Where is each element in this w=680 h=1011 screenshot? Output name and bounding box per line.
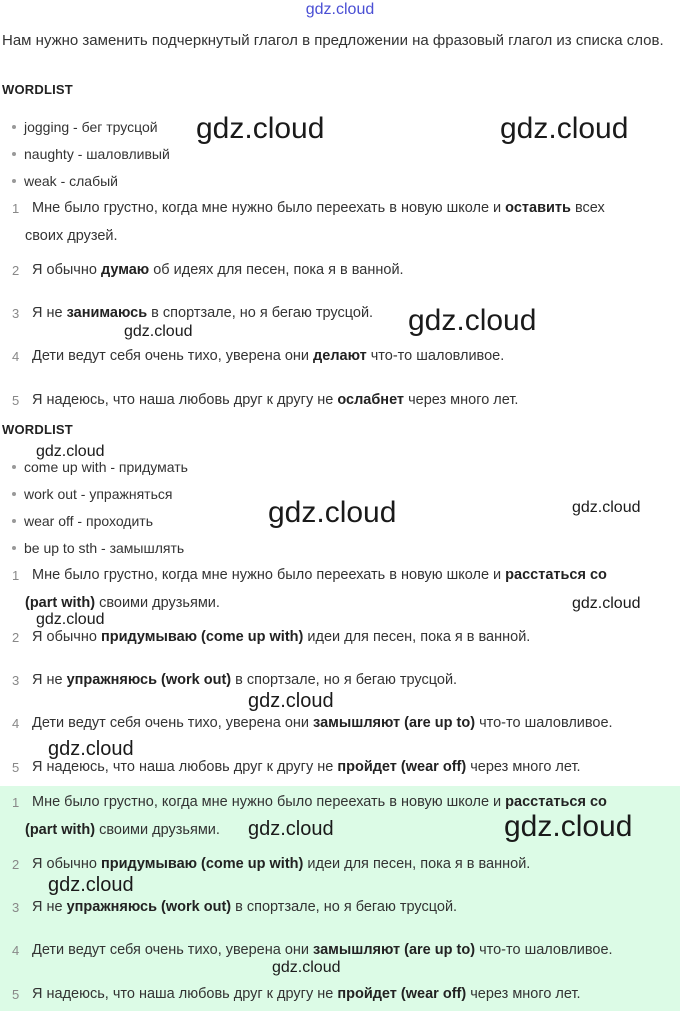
- sentence-continued: (part with) своими друзьями.: [25, 595, 220, 611]
- watermark: gdz.cloud: [572, 595, 641, 612]
- item-number: 3: [12, 306, 20, 321]
- sentence-continued: (part with) своими друзьями.: [25, 822, 220, 838]
- list-item: naughty - шаловливый: [12, 146, 170, 162]
- list-item: work out - упражняться: [12, 486, 172, 502]
- sentence: Я не упражняюсь (work out) в спортзале, но я бегаю трусцой.: [32, 672, 458, 688]
- watermark: gdz.cloud: [408, 304, 537, 337]
- sentence: Я надеюсь, что наша любовь друг к другу не ослабнет через много лет.: [32, 392, 519, 408]
- watermark: gdz.cloud: [572, 499, 641, 516]
- list-item: wear off - проходить: [12, 513, 153, 529]
- watermark: gdz.cloud: [124, 323, 193, 340]
- list-item: be up to sth - замышлять: [12, 540, 184, 556]
- list-item: jogging - бег трусцой: [12, 119, 158, 135]
- watermark: gdz.cloud: [36, 611, 105, 628]
- sentence: Мне было грустно, когда мне нужно было переехать в новую школе и расстаться со: [32, 567, 607, 583]
- top-watermark: gdz.cloud: [305, 1, 375, 18]
- item-number: 4: [12, 943, 20, 958]
- wordlist-header: WORDLIST: [2, 422, 73, 437]
- sentence-continued: своих друзей.: [25, 228, 118, 244]
- item-number: 4: [12, 716, 20, 731]
- watermark: gdz.cloud: [500, 112, 629, 145]
- item-number: 3: [12, 673, 20, 688]
- wordlist-header: WORDLIST: [2, 82, 73, 97]
- bullet-icon: [12, 519, 16, 523]
- sentence: Дети ведут себя очень тихо, уверена они замышляют (are up to) что-то шаловливое.: [32, 715, 613, 731]
- sentence: Я обычно думаю об идеях для песен, пока я в ванной.: [32, 262, 404, 278]
- sentence: Я надеюсь, что наша любовь друг к другу не пройдет (wear off) через много лет.: [32, 759, 581, 775]
- watermark: gdz.cloud: [272, 959, 341, 976]
- item-number: 1: [12, 795, 20, 810]
- sentence: Дети ведут себя очень тихо, уверена они делают что-то шаловливое.: [32, 348, 505, 364]
- item-number: 5: [12, 987, 20, 1002]
- sentence: Мне было грустно, когда мне нужно было переехать в новую школе и расстаться со: [32, 794, 607, 810]
- sentence: Я не занимаюсь в спортзале, но я бегаю трусцой.: [32, 305, 374, 321]
- sentence: Мне было грустно, когда мне нужно было переехать в новую школе и оставить всех: [32, 200, 605, 216]
- bullet-icon: [12, 152, 16, 156]
- watermark: gdz.cloud: [504, 810, 633, 843]
- list-item: come up with - придумать: [12, 459, 188, 475]
- watermark: gdz.cloud: [248, 818, 334, 840]
- bullet-icon: [12, 492, 16, 496]
- sentence: Я обычно придумываю (come up with) идеи для песен, пока я в ванной.: [32, 856, 531, 872]
- item-number: 1: [12, 568, 20, 583]
- bullet-icon: [12, 546, 16, 550]
- watermark: gdz.cloud: [48, 874, 134, 896]
- item-number: 2: [12, 263, 20, 278]
- sentence: Я не упражняюсь (work out) в спортзале, но я бегаю трусцой.: [32, 899, 458, 915]
- item-number: 3: [12, 900, 20, 915]
- bullet-icon: [12, 125, 16, 129]
- watermark: gdz.cloud: [48, 738, 134, 760]
- intro-text: Нам нужно заменить подчеркнутый глагол в предложении на фразовый глагол из списка слов.: [2, 32, 664, 49]
- item-number: 2: [12, 630, 20, 645]
- item-number: 5: [12, 393, 20, 408]
- item-number: 1: [12, 201, 20, 216]
- item-number: 4: [12, 349, 20, 364]
- item-number: 2: [12, 857, 20, 872]
- sentence: Я надеюсь, что наша любовь друг к другу не пройдет (wear off) через много лет.: [32, 986, 581, 1002]
- item-number: 5: [12, 760, 20, 775]
- watermark: gdz.cloud: [268, 496, 397, 529]
- watermark: gdz.cloud: [36, 443, 105, 460]
- bullet-icon: [12, 465, 16, 469]
- watermark: gdz.cloud: [248, 690, 334, 712]
- list-item: weak - слабый: [12, 173, 118, 189]
- sentence: Я обычно придумываю (come up with) идеи для песен, пока я в ванной.: [32, 629, 531, 645]
- bullet-icon: [12, 179, 16, 183]
- watermark: gdz.cloud: [196, 112, 325, 145]
- sentence: Дети ведут себя очень тихо, уверена они замышляют (are up to) что-то шаловливое.: [32, 942, 613, 958]
